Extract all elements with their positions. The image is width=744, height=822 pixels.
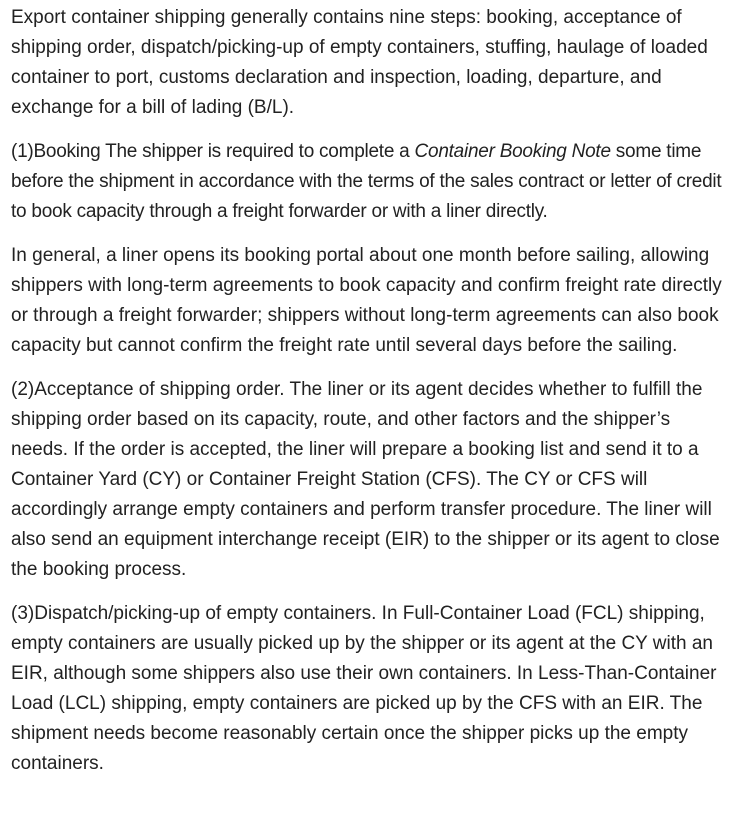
step-1-lead-text: Booking The shipper is required to complete a <box>33 141 415 162</box>
intro-paragraph: Export container shipping generally contains nine steps: booking, acceptance of shipping order, dispatch/picking-up of empty containers, stuffing, haulage of loaded container to port, customs declaration and inspection, loading, departure, and exchange for a bill of lading (B/L). <box>11 7 708 118</box>
step-1-emphasis: Container Booking Note <box>414 141 611 162</box>
step-1-number: (1) <box>11 141 34 162</box>
step-2-number: (2) <box>11 379 35 400</box>
step-2-text: Acceptance of shipping order. The liner or its agent decides whether to fulfill the shipping order based on its capacity, route, and other factors and the shipper’s needs. If the order is accepted, the liner will prepare a booking list and send it to a Container Yard (CY) or Container Freight Station (CFS). The CY or CFS will accordingly arrange empty containers and perform transfer procedure. The liner will also send an equipment interchange receipt (EIR) to the shipper or its agent to close the booking process. <box>11 379 720 580</box>
general-paragraph: In general, a liner opens its booking portal about one month before sailing, allowing shippers with long-term agreements to book capacity and confirm freight rate directly or through a freight forwarder; shippers without long-term agreements can also book capacity but cannot confirm the freight rate until several days before the sailing. <box>11 245 722 356</box>
step-3-text: Dispatch/picking-up of empty containers. In Full-Container Load (FCL) shipping, empty containers are usually picked up by the shipper or its agent at the CY with an EIR, although some shippers also use their own containers. In Less-Than-Container Load (LCL) shipping, empty containers are picked up by the CFS with an EIR. The shipment needs become reasonably certain once the shipper picks up the empty containers. <box>11 603 717 774</box>
step-3-paragraph <box>11 599 730 779</box>
step-1-paragraph <box>11 137 730 227</box>
step-1-rest-text: some time before the shipment in accordance with the terms of the sales contract or letter of credit to book capacity through a freight forwarder or with a liner directly. <box>11 141 722 222</box>
step-2-paragraph <box>11 375 730 585</box>
step-3-number: (3) <box>11 603 35 624</box>
